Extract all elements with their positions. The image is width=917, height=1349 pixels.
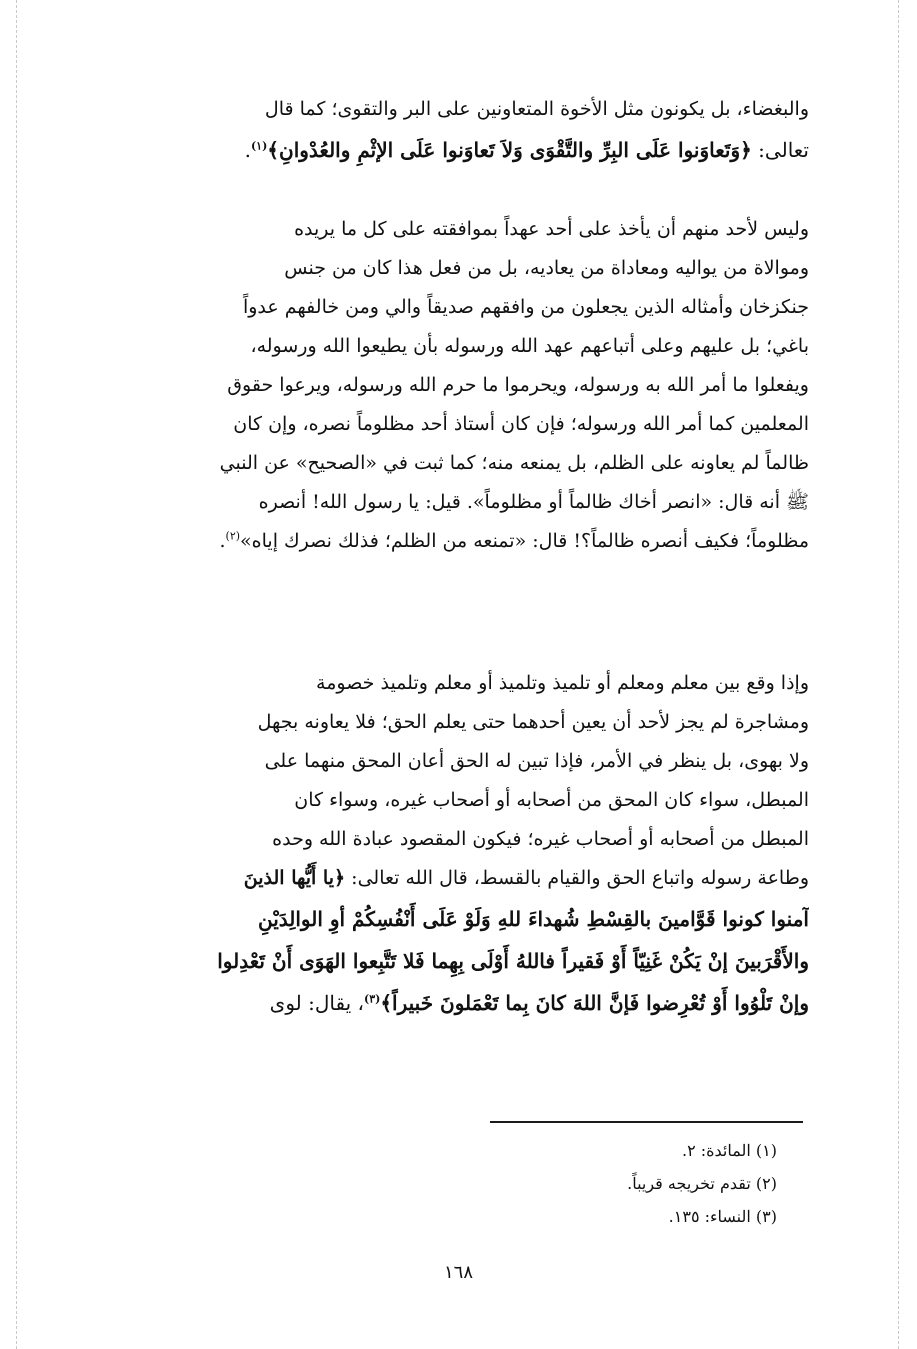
paragraph-1-line-1: والبغضاء، بل يكونون مثل الأخوة المتعاونين على البر والتقوى؛ كما قال	[264, 98, 809, 120]
hadith-end-dot: .	[219, 530, 226, 552]
hadith-text: مظلوماً؛ فكيف أنصره ظالماً؟! قال: «تمنعه من الظلم؛ فذلك نصرك إياه»	[240, 530, 809, 552]
paragraph-2-line: ﷺ أنه قال: «انصر أخاك ظالماً أو مظلوماً». قيل: يا رسول الله! أنصره	[258, 491, 809, 513]
quran-verse-maidah: ﴿وَتَعاوَنوا عَلَى البِرِّ والتَّقْوَى وَلاَ تَعاوَنوا عَلَى الإثْمِ والعُدْوانِ﴾	[267, 138, 752, 162]
footnote-ref-2: (٢)	[225, 529, 241, 543]
footnote-1: (١) المائدة: ٢.	[681, 1141, 777, 1160]
quran-verse-line: والأَقْرَبينَ إنْ يَكُنْ غَنِيّاً أَوْ فَقيراً فاللهُ أَوْلَى بِهِما فَلا تَتَّبِعوا الهَوَى أَنْ تَعْدِلوا	[217, 949, 809, 973]
page-number: ١٦٨	[443, 1262, 473, 1283]
paragraph-2-line: وليس لأحد منهم أن يأخذ على أحد عهداً بموافقته على كل ما يريده	[294, 218, 809, 240]
paragraph-1-line-2	[95, 129, 809, 171]
paragraph-2-line: جنكزخان وأمثاله الذين يجعلون من وافقهم صديقاً والي ومن خالفهم عدواً	[242, 296, 809, 318]
paragraph-3-line-6	[95, 859, 809, 898]
paragraph-1	[95, 90, 809, 171]
footnotes	[477, 1134, 777, 1233]
paragraph-2-line: المعلمين كما أمر الله ورسوله؛ فإن كان أستاذ أحد مظلوماً نصره، وإن كان	[233, 413, 809, 435]
verse-end-dot: .	[244, 138, 251, 162]
paragraph-3	[95, 664, 809, 1024]
footnote-ref-1: (١)	[250, 139, 268, 153]
quran-verse-start: ﴿يا أَيُّها الذينَ	[243, 867, 346, 889]
paragraph-2-line: ويفعلوا ما أمر الله به ورسوله، ويحرموا ما حرم الله ورسوله، ويرعوا حقوق	[227, 374, 809, 396]
paragraph-3-line: المبطل، سواء كان المحق من أصحابه أو أصحاب غيره، وسواء كان	[294, 789, 809, 811]
paragraph-3-line: ومشاجرة لم يجز لأحد أن يعين أحدهما حتى يعلم الحق؛ فلا يعاونه بجهل	[257, 711, 809, 733]
verse-intro-nisa: وطاعة رسوله واتباع الحق والقيام بالقسط، قال الله تعالى:	[345, 867, 809, 889]
footnote-2: (٢) تقدم تخريجه قريباً.	[627, 1174, 777, 1193]
footnote-separator	[490, 1121, 803, 1123]
scan-edge-left	[16, 0, 17, 1349]
paragraph-3-line: ولا بهوى، بل ينظر في الأمر، فإذا تبين له الحق أعان المحق منهما على	[264, 750, 809, 772]
paragraph-2-line: وموالاة من يواليه ومعاداة من يعاديه، بل من فعل هذا كان من جنس	[284, 257, 809, 279]
paragraph-2	[95, 210, 809, 561]
quran-verse-line: آمنوا كونوا قَوَّامينَ بالقِسْطِ شُهداءَ للهِ وَلَوْ عَلَى أَنْفُسِكُمْ أوِ الوالِدَيْنِ	[257, 907, 809, 931]
footnote-3: (٣) النساء: ١٣٥.	[668, 1207, 777, 1226]
paragraph-2-line: ظالماً لم يعاونه على الظلم، بل يمنعه منه؛ كما ثبت في «الصحيح» عن النبي	[219, 452, 809, 474]
verse-intro: تعالى:	[751, 138, 809, 162]
paragraph-2-last-line	[95, 522, 809, 561]
scan-edge-right	[898, 0, 899, 1349]
paragraph-3-line: المبطل من أصحابه أو أصحاب غيره؛ فيكون المقصود عبادة الله وحده	[272, 828, 809, 850]
continuation-text: ، يقال: لوى	[269, 991, 364, 1015]
quran-verse-last-line	[95, 982, 809, 1024]
paragraph-3-line: وإذا وقع بين معلم ومعلم أو تلميذ وتلميذ أو معلم وتلميذ خصومة	[316, 672, 809, 694]
quran-verse-end: وإنْ تَلْوُوا أَوْ تُعْرِضوا فَإنَّ اللهَ كانَ بِما تَعْمَلونَ خَبيراً﴾	[380, 991, 809, 1015]
footnote-ref-3: (٣)	[363, 992, 381, 1006]
paragraph-2-line: باغي؛ بل عليهم وعلى أتباعهم عهد الله ورسوله بأن يطيعوا الله ورسوله،	[250, 335, 809, 357]
